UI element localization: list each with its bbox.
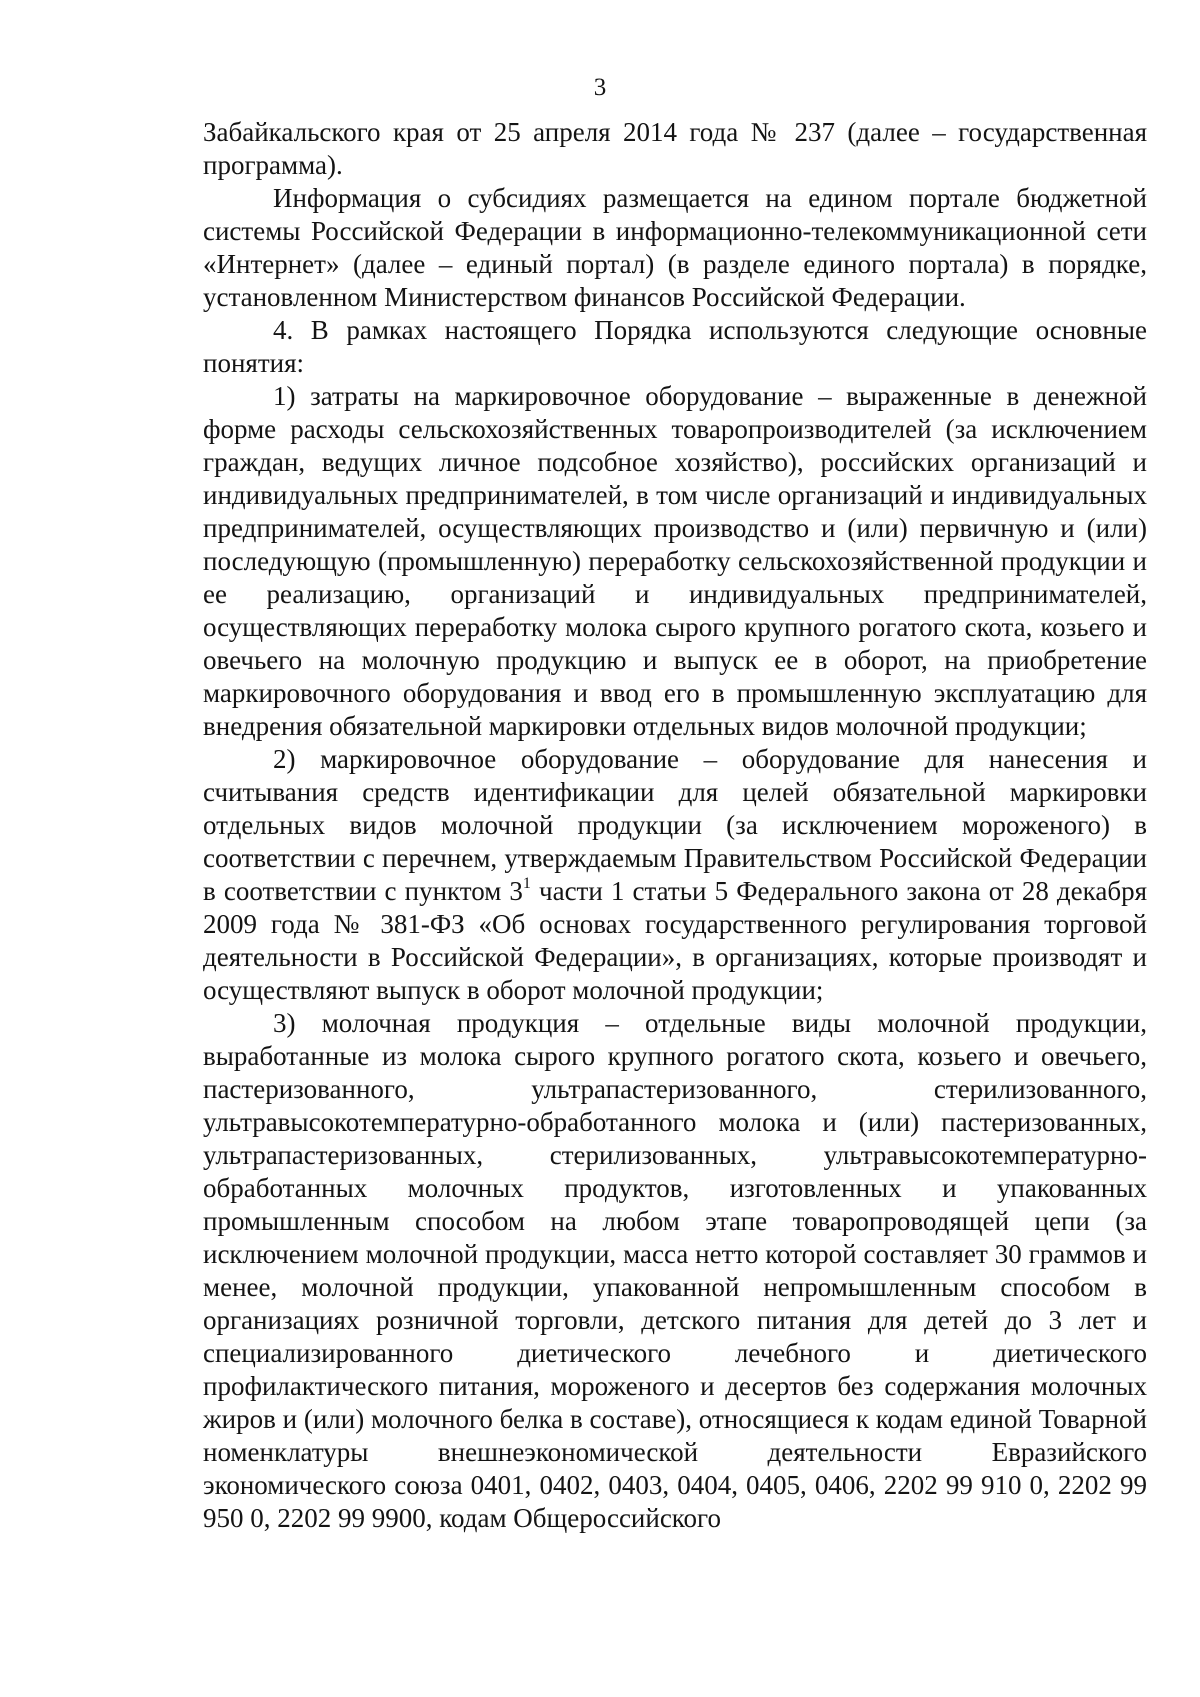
paragraph-basic-concepts: 4. В рамках настоящего Порядка используются следующие основные понятия: xyxy=(203,315,1147,378)
item-2-text-part-1: 2) маркировочное оборудование – оборудование для нанесения и считывания средств идентификации для целей обязательной маркировки отдельных видов молочной продукции (за исключением мороженого) в соответствии с перечнем, утверждаемым Правительством Российской Федерации в соответствии с пунктом 3 xyxy=(203,744,1147,906)
item-2-text-part-2: части 1 статьи 5 Федерального закона от 28 декабря 2009 года № 381-ФЗ «Об основах государственного регулирования торговой деятельности в Российской Федерации», в организациях, которые производят и осуществляют выпуск в оборот молочной продукции; xyxy=(203,876,1148,1005)
paragraph-item-3-dairy-products: 3) молочная продукция – отдельные виды молочной продукции, выработанные из молока сырого крупного рогатого скота, козьего и овечьего, пастеризованного, ультрапастеризованного, стерилизованного, ультравысокотемпературно-обработанного молока и (или) пастеризованных, ультрапастеризованных, стерилизованных, ультравысокотемпературно-обработанных молочных продуктов, изготовленных и упакованных промышленным способом на любом этапе товаропроводящей цепи (за исключением молочной продукции, масса нетто которой составляет 30 граммов и менее, молочной продукции, упакованной непромышленным способом в организациях розничной торговли, детского питания для детей до 3 лет и специализированного диетического лечебного и диетического профилактического питания, мороженого и десертов без содержания молочных жиров и (или) молочного белка в составе), относящиеся к кодам единой Товарной номенклатуры внешнеэкономической деятельности Евразийского экономического союза 0401, 0402, 0403, 0404, 0405, 0406, 2202 99 910 0, 2202 99 950 0, 2202 99 9900, кодам Общероссийского xyxy=(203,1008,1147,1533)
paragraph-item-1-marking-costs: 1) затраты на маркировочное оборудование – выраженные в денежной форме расходы сельскохозяйственных товаропроизводителей (за исключением граждан, ведущих личное подсобное хозяйство), российских организаций и индивидуальных предпринимателей, в том числе организаций и индивидуальных предпринимателей, осуществляющих производство и (или) первичную и (или) последующую (промышленную) переработку сельскохозяйственной продукции и ее реализацию, организаций и индивидуальных предпринимателей, осуществляющих переработку молока сырого крупного рогатого скота, козьего и овечьего на молочную продукцию и выпуск ее в оборот, на приобретение маркировочного оборудования и ввод его в промышленную эксплуатацию для внедрения обязательной маркировки отдельных видов молочной продукции; xyxy=(203,381,1147,741)
superscript-point-number: 1 xyxy=(522,875,531,892)
paragraph-subsidy-information: Информация о субсидиях размещается на едином портале бюджетной системы Российской Федерации в информационно-телекоммуникационной сети «Интернет» (далее – единый портал) (в разделе единого портала) в порядке, установленном Министерством финансов Российской Федерации. xyxy=(203,183,1147,312)
page-number: 3 xyxy=(593,74,607,101)
document-body xyxy=(203,116,1147,1535)
paragraph-item-2-marking-equipment xyxy=(203,743,1147,1007)
paragraph-program-reference: Забайкальского края от 25 апреля 2014 года № 237 (далее – государственная программа). xyxy=(203,117,1147,180)
